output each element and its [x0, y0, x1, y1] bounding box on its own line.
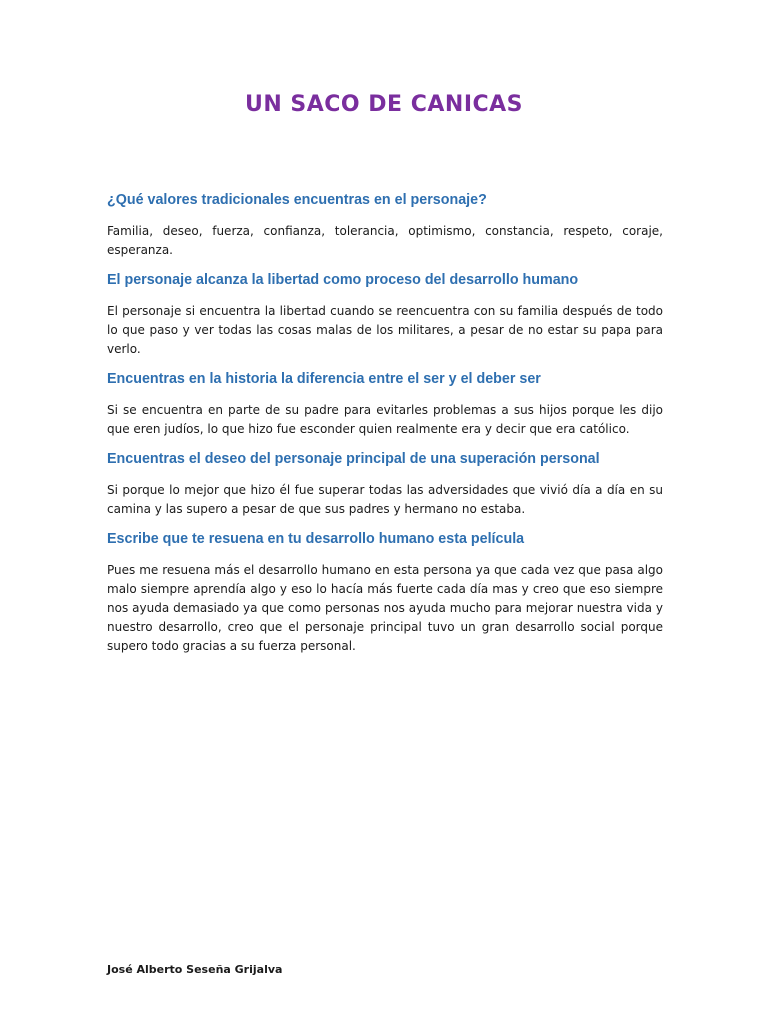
section-self-improvement — [107, 449, 663, 519]
section-answer: Pues me resuena más el desarrollo humano en esta persona ya que cada vez que pasa algo malo siempre aprendía algo y eso lo hacía más fuerte cada día mas y creo que eso siempre nos ayuda demasiado ya que como personas nos ayuda mucho para mejorar nuestra vida y nuestro desarrollo, creo que el personaje principal tuvo un gran desarrollo social porque supero todo gracias a su fuerza personal. — [107, 563, 663, 653]
section-heading: Encuentras el deseo del personaje principal de una superación personal — [107, 451, 600, 467]
section-answer: El personaje si encuentra la libertad cuando se reencuentra con su familia después de todo lo que paso y ver todas las cosas malas de los militares, a pesar de no estar su papa para verlo. — [107, 304, 663, 356]
author-name: José Alberto Seseña Grijalva — [107, 963, 283, 976]
section-heading: Encuentras en la historia la diferencia entre el ser y el deber ser — [107, 371, 541, 387]
section-being-vs-duty — [107, 369, 663, 439]
section-answer: Familia, deseo, fuerza, confianza, tolerancia, optimismo, constancia, respeto, coraje, esperanza. — [107, 224, 663, 257]
section-answer: Si porque lo mejor que hizo él fue superar todas las adversidades que vivió día a día en su camina y las supero a pesar de que sus padres y hermano no estaba. — [107, 483, 663, 516]
document-title: UN SACO DE CANICAS — [244, 92, 524, 117]
section-heading: Escribe que te resuena en tu desarrollo humano esta película — [107, 531, 525, 547]
section-answer: Si se encuentra en parte de su padre para evitarles problemas a sus hijos porque les dijo que eren judíos, lo que hizo fue esconder quien realmente era y decir que era católico. — [107, 403, 663, 436]
section-heading: ¿Qué valores tradicionales encuentras en el personaje? — [107, 192, 487, 208]
section-traditional-values — [107, 190, 663, 260]
section-heading: El personaje alcanza la libertad como proceso del desarrollo humano — [107, 272, 579, 288]
section-personal-resonance — [107, 529, 663, 656]
document-body — [107, 190, 663, 666]
section-freedom — [107, 270, 663, 359]
